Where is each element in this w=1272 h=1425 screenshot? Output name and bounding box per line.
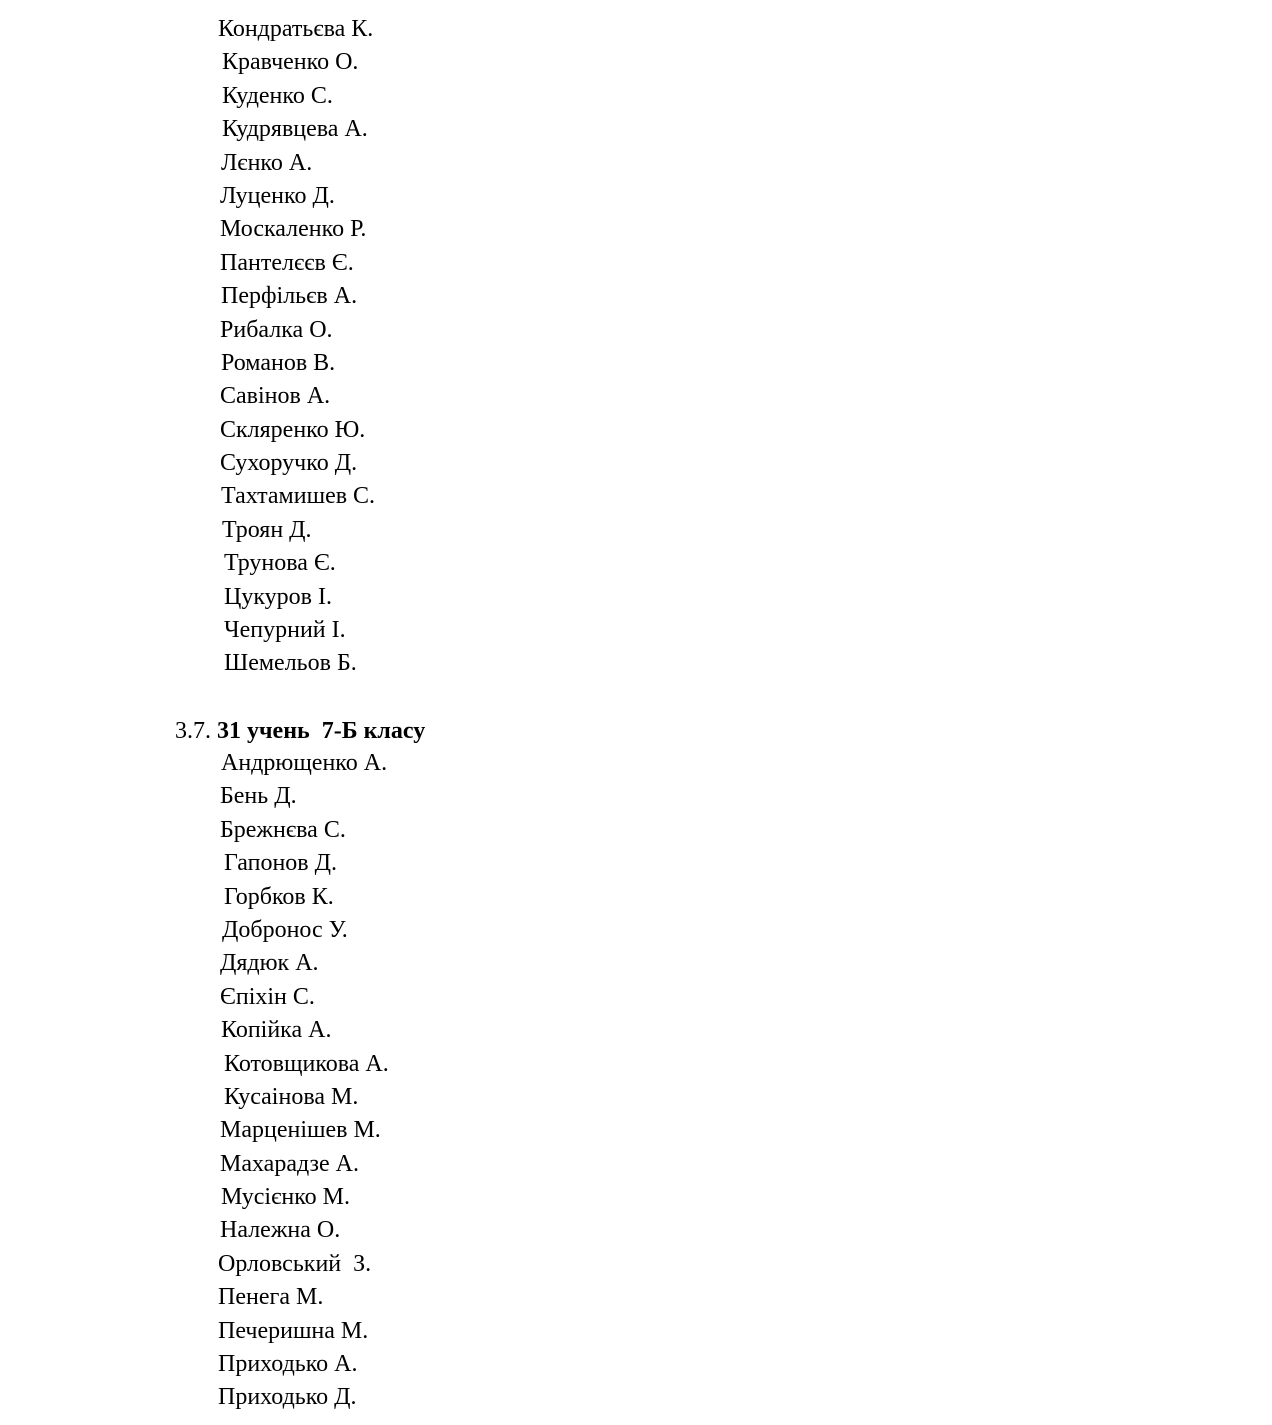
student-name: Луценко Д. bbox=[220, 182, 335, 209]
section-heading bbox=[175, 714, 425, 748]
student-name: Пантелєєв Є. bbox=[220, 249, 354, 276]
student-name: Приходько Д. bbox=[218, 1384, 357, 1411]
student-name: Добронос У. bbox=[222, 916, 348, 943]
student-name: Перфільєв А. bbox=[221, 283, 358, 310]
student-name: Брежнєва С. bbox=[220, 816, 346, 843]
student-name: Марценішев М. bbox=[220, 1117, 381, 1144]
student-name: Махарадзе А. bbox=[220, 1150, 359, 1177]
student-name: Лєнко А. bbox=[221, 149, 313, 176]
student-name: Пенега М. bbox=[218, 1284, 324, 1311]
student-name: Бень Д. bbox=[220, 783, 297, 810]
student-name: Копійка А. bbox=[221, 1017, 332, 1044]
student-name: Гапонов Д. bbox=[224, 850, 338, 877]
student-name: Романов В. bbox=[221, 349, 336, 376]
student-name: Савінов А. bbox=[220, 383, 331, 410]
student-name: Дядюк А. bbox=[220, 950, 319, 977]
student-name: Рибалка О. bbox=[220, 316, 333, 343]
student-name: Шемельов Б. bbox=[224, 650, 357, 677]
student-name: Печеришна М. bbox=[218, 1317, 369, 1344]
student-list-previous-class bbox=[0, 13, 900, 681]
student-name: Цукуров І. bbox=[224, 583, 332, 610]
student-name: Чепурний І. bbox=[224, 617, 346, 644]
student-name: Належна О. bbox=[220, 1217, 341, 1244]
student-name: Скляренко Ю. bbox=[220, 416, 366, 443]
student-name: Москаленко Р. bbox=[220, 216, 367, 243]
student-name: Андрющенко А. bbox=[221, 750, 388, 776]
student-name: Приходько А. bbox=[218, 1351, 358, 1378]
student-name: Троян Д. bbox=[222, 516, 312, 543]
student-name: Кусаінова М. bbox=[224, 1083, 359, 1110]
student-name: Горбков К. bbox=[224, 883, 334, 910]
section-title: 31 учень 7-Б класу bbox=[217, 718, 426, 744]
student-name: Котовщикова А. bbox=[224, 1050, 389, 1077]
student-list-7b bbox=[0, 747, 900, 1415]
student-name: Орловський З. bbox=[218, 1250, 372, 1277]
student-name: Куденко С. bbox=[222, 82, 333, 109]
student-name: Кондратьєва К. bbox=[218, 16, 374, 42]
student-name: Кудрявцева А. bbox=[222, 116, 368, 143]
student-name: Сухоручко Д. bbox=[220, 450, 358, 477]
section-number: 3.7. bbox=[175, 718, 211, 744]
student-name: Єпіхін С. bbox=[220, 983, 315, 1010]
student-name: Мусієнко М. bbox=[221, 1184, 350, 1211]
student-name: Тахтамишев С. bbox=[221, 483, 376, 510]
student-name: Кравченко О. bbox=[222, 49, 359, 76]
student-name: Трунова Є. bbox=[224, 550, 336, 577]
